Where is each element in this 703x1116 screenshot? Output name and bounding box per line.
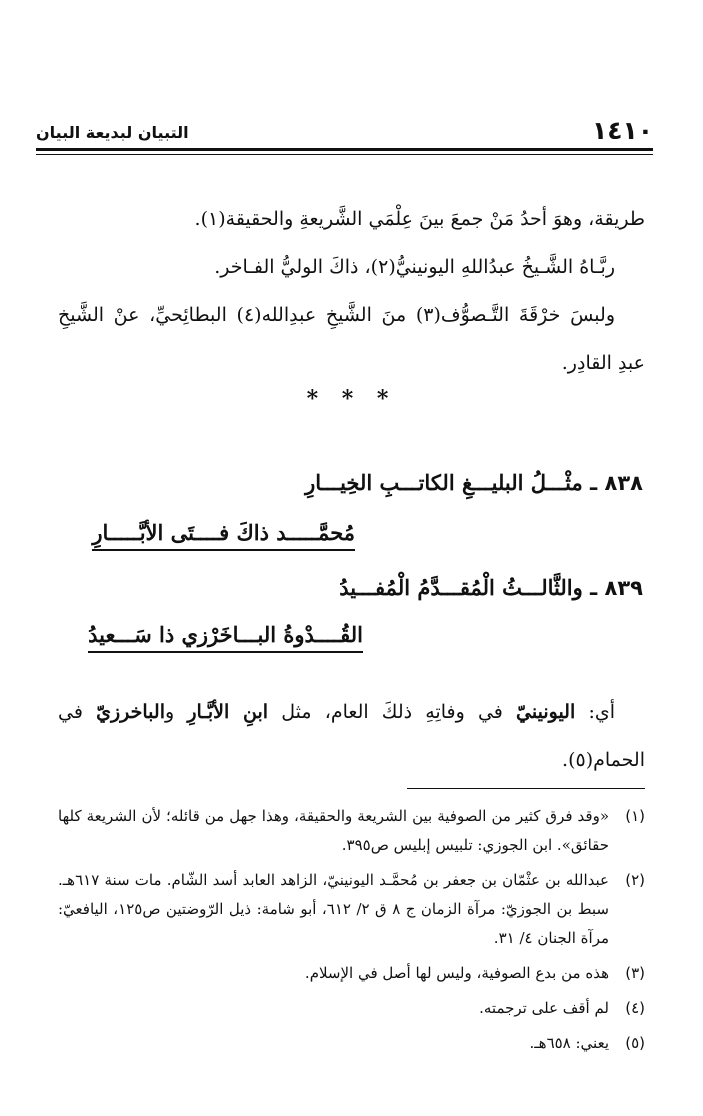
footnote-text: «وقد فرق كثير من الصوفية بين الشريعة والحقيقة، وهذا جهل من قائله؛ لأن الشريعة كلها حقائق». ابن الجوزي: تلبيس إبليس ص٣٩٥. bbox=[58, 807, 609, 854]
commentary-text bbox=[58, 688, 645, 784]
verse-number: ٨٣٩ ـ bbox=[590, 576, 643, 600]
verse-838-first-hemistich bbox=[305, 470, 643, 495]
footnote-number: (٥) bbox=[625, 1034, 645, 1052]
footnote-3 bbox=[58, 959, 645, 988]
page-number: ١٤١٠ bbox=[591, 116, 653, 145]
verse-text: والثَّالـــثُ الْمُقـــدَّمُ الْمُفـــيدُ bbox=[339, 575, 583, 600]
name-ibn-al-abbar: ابنِ الأبَّـارِ bbox=[187, 701, 269, 723]
verse-underline bbox=[92, 549, 355, 551]
name-bakharzi: الباخرزيّ bbox=[96, 701, 165, 723]
section-separator: * * * bbox=[306, 386, 397, 412]
footnote-text: لم أقف على ترجمته. bbox=[479, 999, 609, 1017]
footnote-number: (٣) bbox=[625, 964, 645, 982]
verse-underline bbox=[88, 651, 363, 653]
verse-text: مُحمَّـــــد ذاكَ فــــتَى الأبَّـــــارِ bbox=[92, 520, 355, 545]
footnote-5 bbox=[58, 1029, 645, 1058]
body-text bbox=[58, 195, 645, 387]
footnotes bbox=[58, 802, 645, 1064]
footnote-text: يعني: ٦٥٨هـ. bbox=[529, 1034, 609, 1052]
commentary-mid: في وفاتِهِ ذلكَ العام، مثل bbox=[268, 701, 517, 723]
footnote-2 bbox=[58, 866, 645, 953]
header-rule-thick bbox=[36, 148, 653, 151]
commentary-and: و bbox=[164, 701, 188, 723]
footnote-text: عبدالله بن عثْمّان بن جعفر بن مُحمَّـد اليونينيّ، الزاهد العابد أسد الشّام. مات سنة ٦١٧هـ. سبط بن الجوزيّ: مرآة الزمان ج ٨ ق ٢/ ٦١٢، أبو شامة: ذيل الرّوضتين ص١٢٥، اليافعيّ: مرآة الجنان ٤/ ٣١. bbox=[58, 871, 609, 947]
body-line-3: ولبسَ خرْقَةَ التَّـصوُّف(٣) منَ الشَّيخِ عبدِالله(٤) البطائِحيِّ، عنْ الشَّيخِ عبدِ القادِر. bbox=[58, 304, 645, 374]
footnote-1 bbox=[58, 802, 645, 860]
running-title: التبيان لبديعة البيان bbox=[36, 123, 189, 142]
verse-838-second-hemistich bbox=[92, 520, 355, 551]
verse-839-second-hemistich bbox=[88, 622, 363, 653]
footnote-number: (١) bbox=[625, 807, 645, 825]
footnote-separator bbox=[407, 788, 645, 789]
header-rule-thin bbox=[36, 154, 653, 155]
footnote-number: (٤) bbox=[625, 999, 645, 1017]
body-line-1: طريقة، وهوَ أحدُ مَنْ جمعَ بينَ عِلْمَي الشَّريعةِ والحقيقة(١). bbox=[194, 208, 645, 230]
verse-text: القُــــدْوةُ البـــاخَرْزي ذا سَـــعيدُ bbox=[88, 622, 363, 647]
verse-number: ٨٣٨ ـ bbox=[590, 471, 643, 495]
commentary-suffix: في الحمام(٥). bbox=[58, 701, 645, 771]
verse-839-first-hemistich bbox=[339, 575, 643, 600]
body-line-2: ربَّـاهُ الشَّـيخُ عبدُاللهِ اليونينيُّ(٢)، ذاكَ الوليُّ الفـاخر. bbox=[214, 256, 615, 278]
name-yunini: اليونينيّ bbox=[516, 701, 576, 723]
footnote-text: هذه من بدع الصوفية، وليس لها أصل في الإسلام. bbox=[304, 964, 609, 982]
footnote-number: (٢) bbox=[625, 871, 645, 889]
commentary-paragraph bbox=[58, 688, 645, 784]
footnote-4 bbox=[58, 994, 645, 1023]
verse-text: مثْـــلُ البليـــغِ الكاتـــبِ الخِيـــارِ bbox=[305, 470, 583, 495]
commentary-prefix: أي: bbox=[575, 701, 615, 723]
page-header bbox=[36, 115, 653, 145]
